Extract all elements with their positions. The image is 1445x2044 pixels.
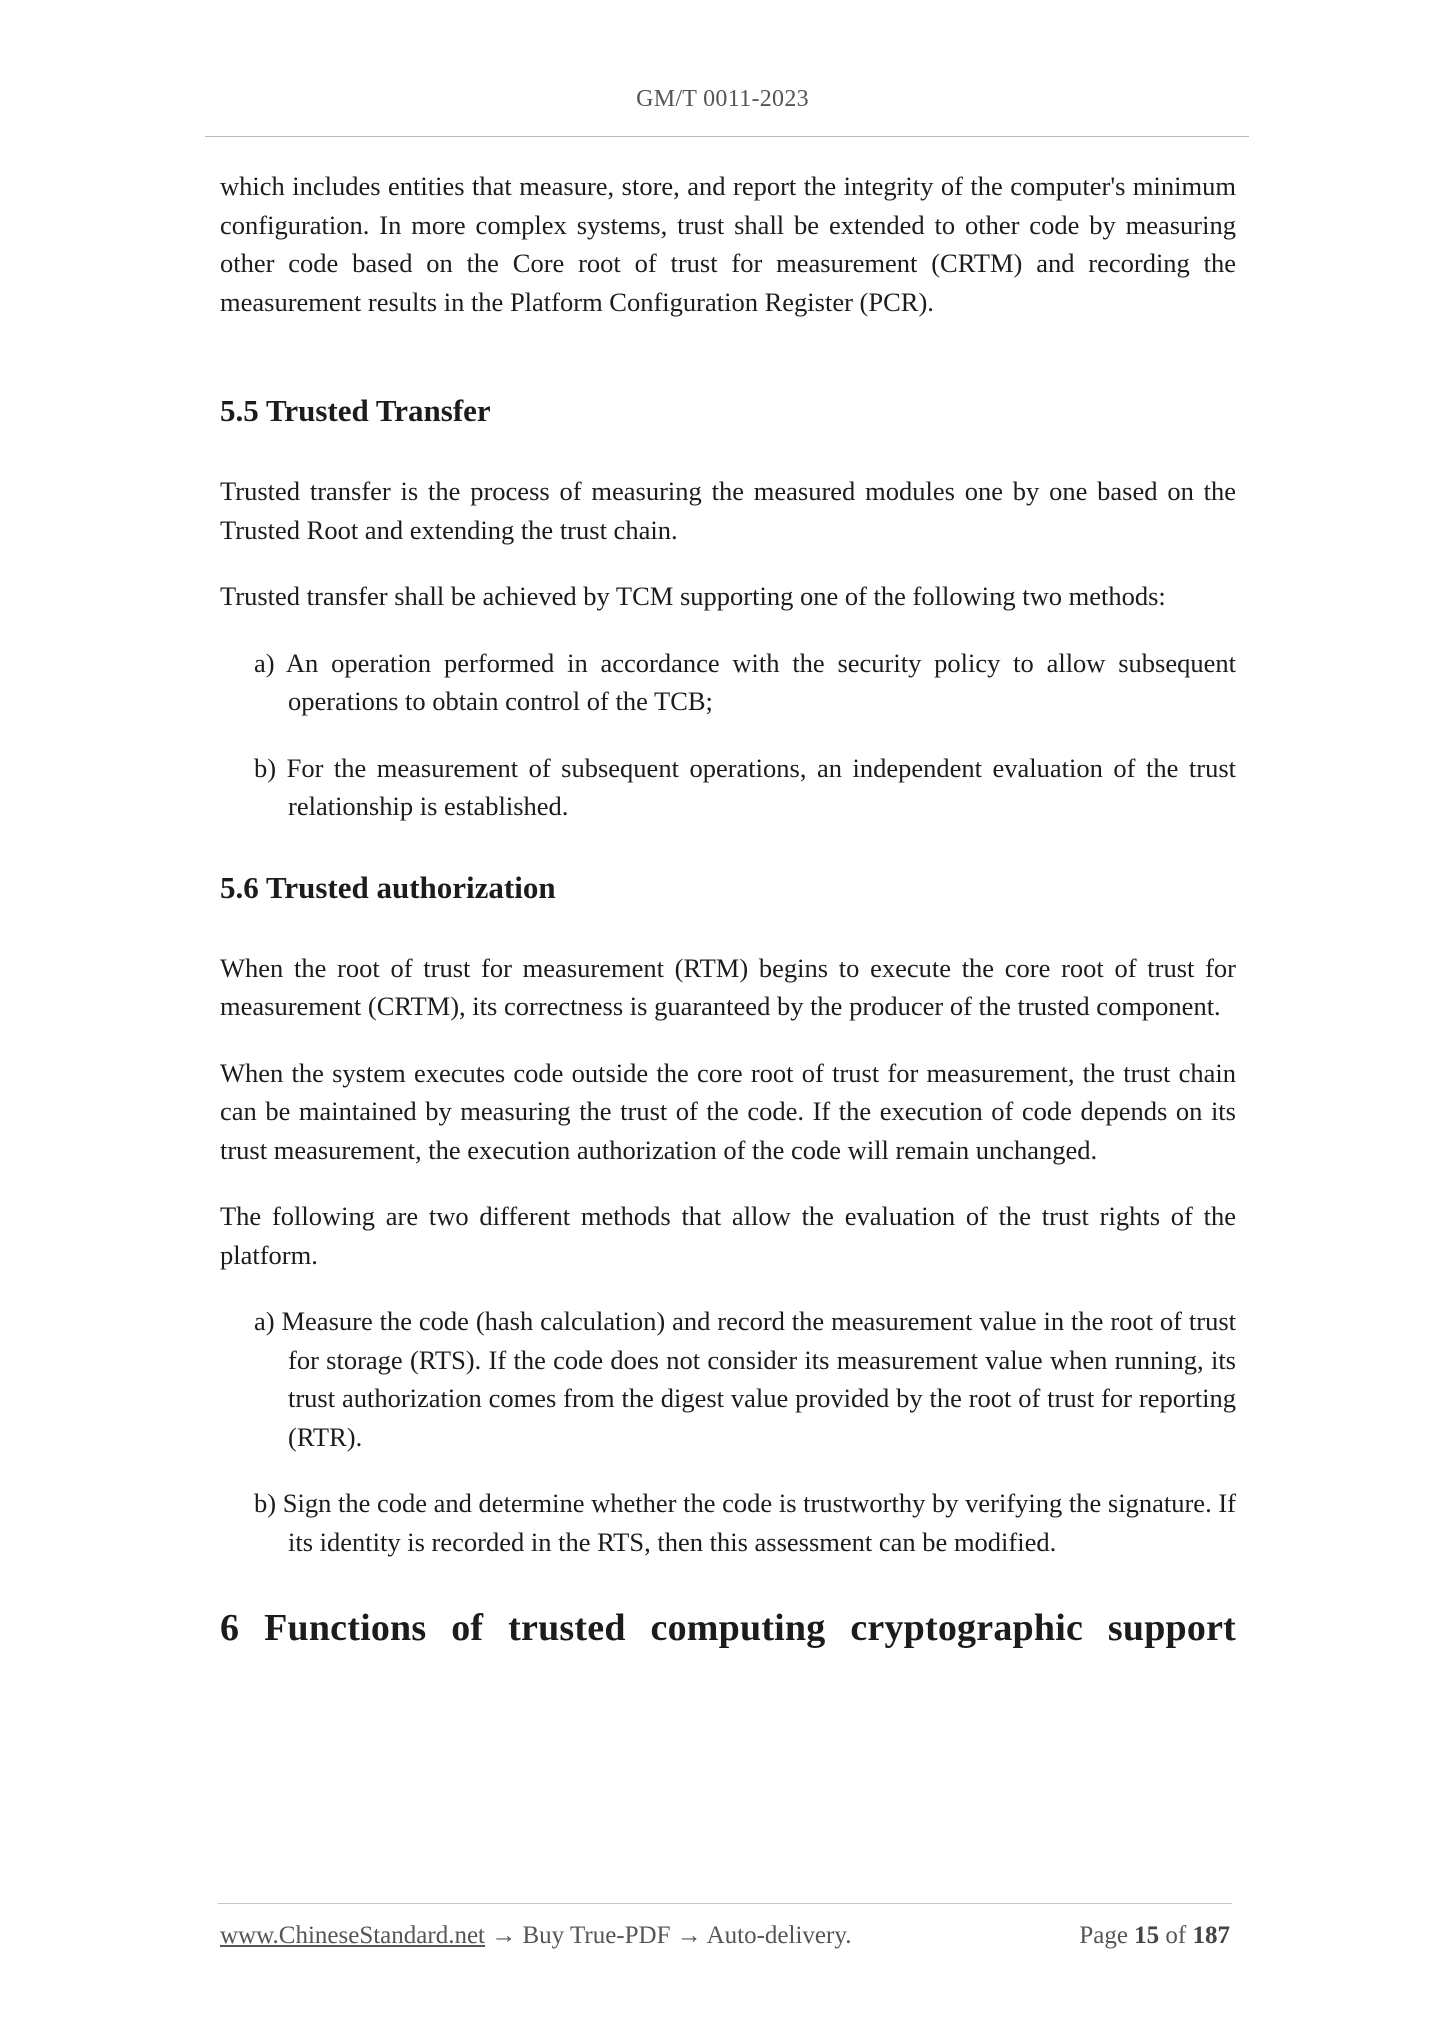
section-5-6-heading: 5.6 Trusted authorization [220, 869, 556, 905]
arrow-right-icon: → [676, 1922, 702, 1949]
section-5-5-paragraph-2: Trusted transfer shall be achieved by TCM supporting one of the following two methods: [220, 581, 1166, 611]
section-5-6-paragraph-1: When the root of trust for measurement (RTM) begins to execute the core root of trust for measurement (CRTM), its correctness is guaranteed by the producer of the trusted component. [220, 952, 1236, 1021]
buy-true-pdf-text: Buy True-PDF [522, 1922, 671, 1949]
section-5-6-paragraph-3: The following are two different methods that allow the evaluation of the trust rights of the platform. [220, 1201, 1236, 1270]
section-5-5-paragraph-1: Trusted transfer is the process of measuring the measured modules one by one based on the Trusted Root and extending the trust chain. [220, 476, 1236, 545]
header-divider [205, 136, 1249, 137]
section-5-5-list-item-a: a) An operation performed in accordance with the security policy to allow subsequent operations to obtain control of the TCB; [254, 647, 1236, 716]
arrow-right-icon: → [491, 1922, 517, 1949]
of-label: of [1165, 1922, 1187, 1949]
chinesestandard-link[interactable]: www.ChineseStandard.net [220, 1922, 485, 1949]
page-number: 15 [1134, 1922, 1160, 1949]
section-5-5-heading: 5.5 Trusted Transfer [220, 393, 491, 428]
total-pages: 187 [1192, 1922, 1230, 1949]
chapter-6-heading: 6 Functions of trusted computing cryptographic support [220, 1607, 1236, 1649]
section-5-6-list-item-b: b) Sign the code and determine whether the code is trustworthy by verifying the signature. If its identity is recorded in the RTS, then this assessment can be modified. [254, 1488, 1236, 1557]
section-5-6-paragraph-2: When the system executes code outside the core root of trust for measurement, the trust chain can be maintained by measuring the trust of the code. If the execution of code depends on its trust measurement, the execution authorization of the code will remain unchanged. [220, 1057, 1236, 1165]
section-5-6-list-item-a: a) Measure the code (hash calculation) and record the measurement value in the root of trust for storage (RTS). If the code does not consider its measurement value when running, its trust authorization comes from the digest value provided by the root of trust for reporting (RTR). [254, 1306, 1236, 1452]
page-label: Page [1079, 1922, 1128, 1949]
intro-paragraph: which includes entities that measure, store, and report the integrity of the computer's minimum configuration. In more complex systems, trust shall be extended to other code by measuring other code based on the Core root of trust for measurement (CRTM) and recording the measurement results in the Platform Configuration Register (PCR). [220, 171, 1236, 317]
auto-delivery-text: Auto-delivery. [706, 1922, 852, 1949]
document-code-header: GM/T 0011-2023 [636, 86, 809, 112]
page-content [220, 167, 1236, 1651]
page-indicator [1079, 1922, 1230, 1950]
section-5-5-list-item-b: b) For the measurement of subsequent operations, an independent evaluation of the trust relationship is established. [254, 752, 1236, 821]
footer-divider [218, 1903, 1232, 1904]
footer-promo [220, 1922, 851, 1950]
